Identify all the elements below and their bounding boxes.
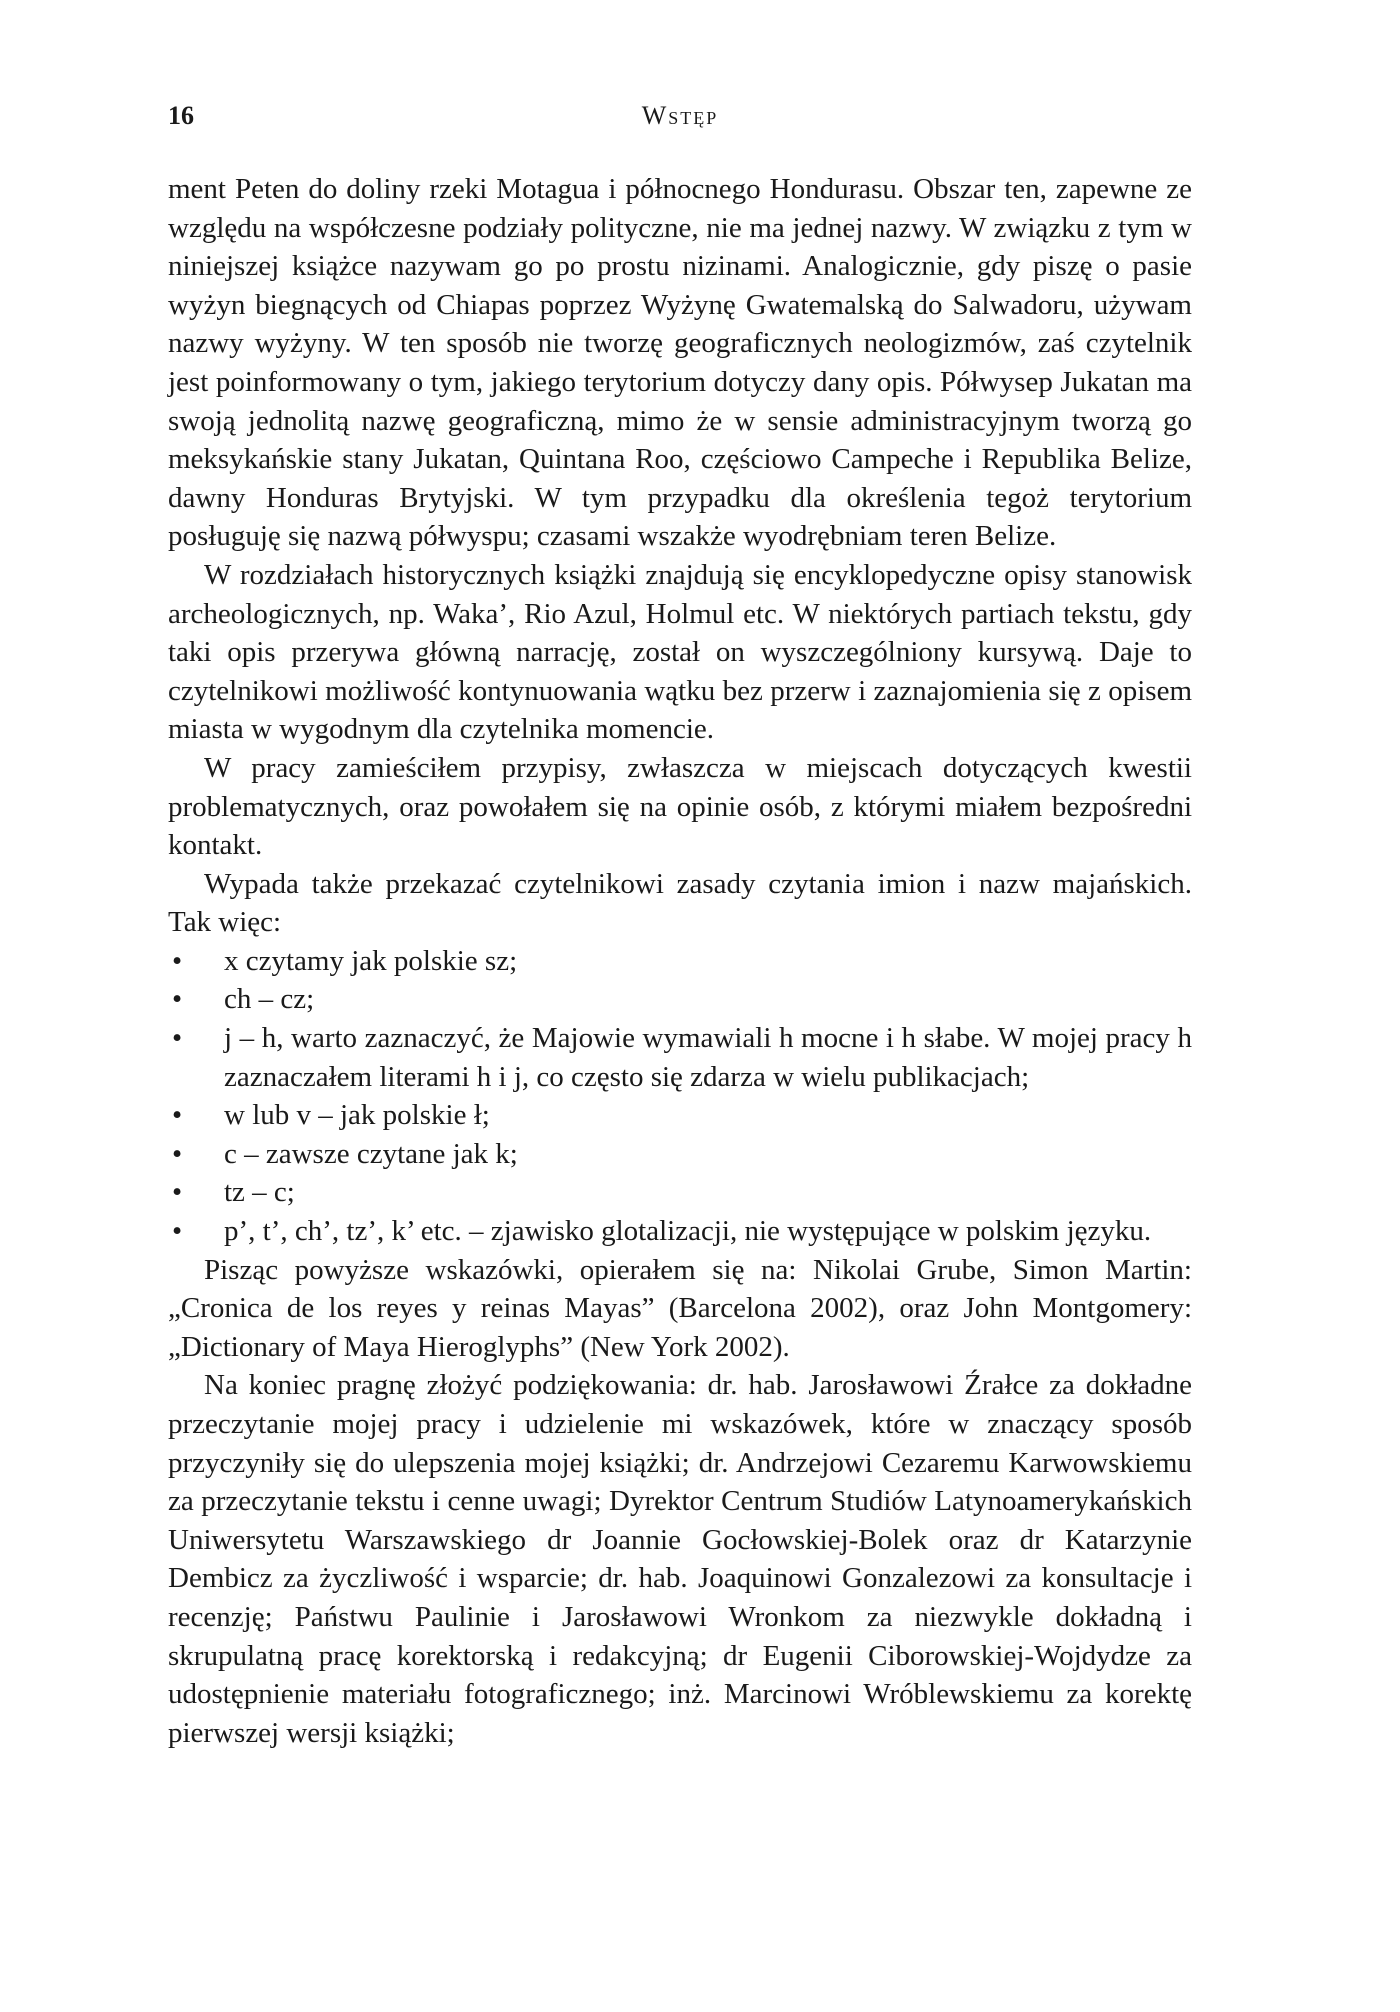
bullet-icon: •: [172, 983, 183, 1016]
list-item-text: w lub v – jak polskie ł;: [224, 1099, 490, 1132]
list-item: [168, 1212, 1192, 1251]
list-item-text: p’, t’, ch’, tz’, k’ etc. – zjawisko glotalizacji, nie występujące w polskim języku.: [224, 1215, 1152, 1248]
body-text: [168, 170, 1192, 1752]
paragraph: Pisząc powyższe wskazówki, opierałem się na: Nikolai Grube, Simon Martin: „Cronica de los reyes y reinas Mayas” (Barcelona 2002), oraz John Montgomery: „Dictionary of Maya Hieroglyphs” (New York 2002).: [168, 1253, 1192, 1363]
bullet-icon: •: [172, 1176, 183, 1209]
paragraph: Na koniec pragnę złożyć podziękowania: dr. hab. Jarosławowi Źrałce za dokładne przeczytanie mojej pracy i udzielenie mi wskazówek, które w znaczący sposób przyczyniły się do ulepszenia mojej książki; dr. Andrzejowi Cezaremu Karwowskiemu za przeczytanie tekstu i cenne uwagi; Dyrektor Centrum Studiów Latynoamerykańskich Uniwersytetu Warszawskiego dr Joannie Gocłowskiej-Bolek oraz dr Katarzynie Dembicz za życzliwość i wsparcie; dr. hab. Joaquinowi Gonzalezowi za konsultacje i recenzję; Państwu Paulinie i Jarosławowi Wronkom za niezwykle dokładną i skrupulatną pracę korektorską i redakcyjną; dr Eugenii Ciborowskiej-Wojdydze za udostępnienie materiału fotograficznego; inż. Marcinowi Wróblewskiemu za korektę pierwszej wersji książki;: [168, 1369, 1192, 1749]
list-item-text: j – h, warto zaznaczyć, że Majowie wymawiali h mocne i h słabe. W mojej pracy h zaznaczałem literami h i j, co często się zdarza w wielu publikacjach;: [224, 1022, 1192, 1093]
page-header: [168, 101, 1192, 141]
page-number: 16: [168, 101, 194, 130]
list-item-text: c – zawsze czytane jak k;: [224, 1137, 518, 1170]
paragraph: Wypada także przekazać czytelnikowi zasady czytania imion i nazw majańskich. Tak więc:: [168, 867, 1192, 939]
list-item: [168, 942, 1192, 981]
paragraph: ment Peten do doliny rzeki Motagua i północnego Hondurasu. Obszar ten, zapewne ze względu na współczesne podziały polityczne, nie ma jednej nazwy. W związku z tym w niniejszej książce nazywam go po prostu nizinami. Analogicznie, gdy piszę o pasie wyżyn biegnących od Chiapas poprzez Wyżynę Gwatemalską do Salwadoru, używam nazwy wyżyny. W ten sposób nie tworzę geograficznych neologizmów, zaś czytelnik jest poinformowany o tym, jakiego terytorium dotyczy dany opis. Półwysep Jukatan ma swoją jednolitą nazwę geograficzną, mimo że w sensie administracyjnym tworzą go meksykańskie stany Jukatan, Quintana Roo, częściowo Campeche i Republika Belize, dawny Honduras Brytyjski. W tym przypadku dla określenia tegoż terytorium posługuję się nazwą półwyspu; czasami wszakże wyodrębniam teren Belize.: [168, 173, 1192, 553]
list-item: [168, 1096, 1192, 1135]
paragraph: W rozdziałach historycznych książki znajdują się encyklopedyczne opisy stanowisk archeologicznych, np. Waka’, Rio Azul, Holmul etc. W niektórych partiach tekstu, gdy taki opis przerywa główną narrację, został on wyszczególniony kursywą. Daje to czytelnikowi możliwość kontynuowania wątku bez przerw i zaznajomienia się z opisem miasta w wygodnym dla czytelnika momencie.: [168, 558, 1192, 746]
bullet-icon: •: [172, 1215, 183, 1248]
list-item: [168, 1019, 1192, 1096]
list-item-text: x czytamy jak polskie sz;: [224, 944, 518, 977]
list-item: [168, 1173, 1192, 1212]
bullet-icon: •: [172, 944, 183, 977]
list-item-text: ch – cz;: [224, 983, 315, 1016]
paragraph: W pracy zamieściłem przypisy, zwłaszcza w miejscach dotyczących kwestii problematycznych, oraz powołałem się na opinie osób, z którymi miałem bezpośredni kontakt.: [168, 751, 1192, 862]
bullet-icon: •: [172, 1099, 183, 1132]
list-item-text: tz – c;: [224, 1176, 295, 1209]
bullet-icon: •: [172, 1022, 183, 1055]
list-item: [168, 1135, 1192, 1174]
pronunciation-list: [168, 942, 1192, 1251]
list-item: [168, 980, 1192, 1019]
bullet-icon: •: [172, 1137, 183, 1170]
running-head: Wstęp: [641, 101, 719, 130]
